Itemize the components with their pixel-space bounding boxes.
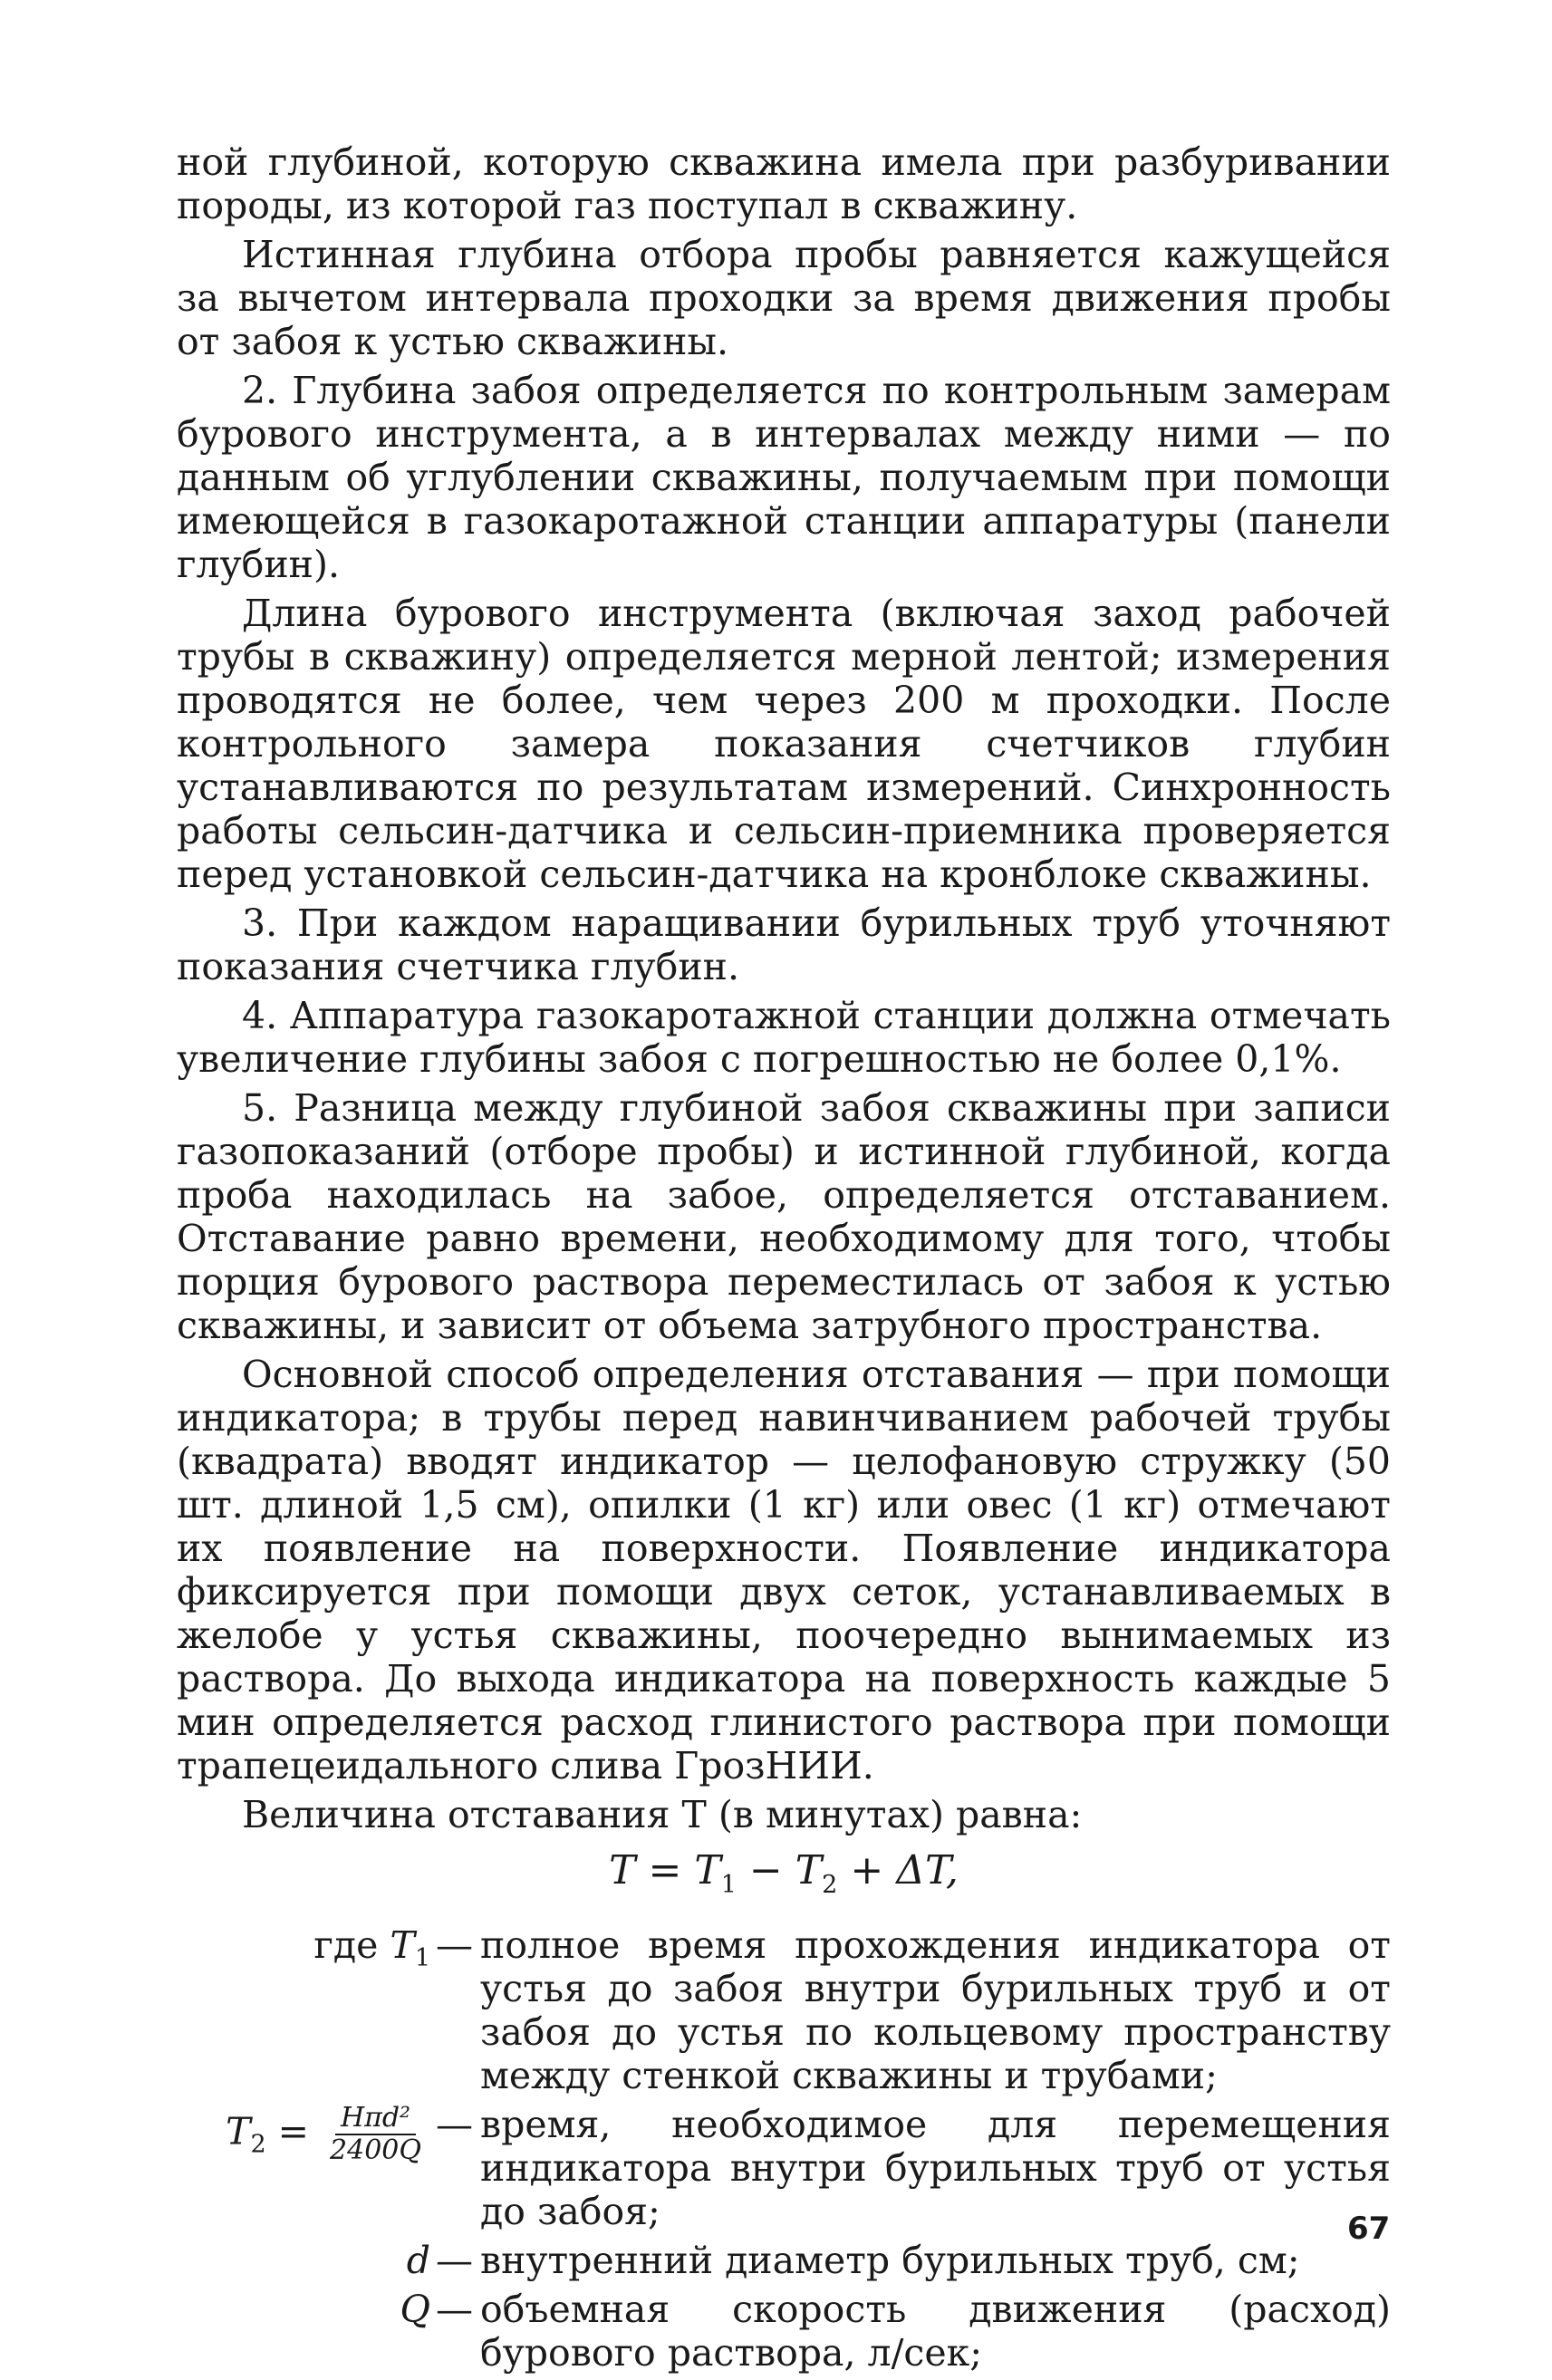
fraction-denominator: 2400Q — [330, 2134, 421, 2166]
paragraph: ной глубиной, которую скважина имела при разбуривании породы, из которой газ поступал в скважину. — [177, 140, 1391, 227]
definition-symbol: T — [226, 2109, 251, 2154]
definition-symbol: T — [390, 1922, 415, 1967]
formula-t1: T — [694, 1847, 721, 1893]
lag-formula — [177, 1845, 1391, 1911]
definition-q — [177, 2288, 1391, 2375]
paragraph: Величина отставания T (в минутах) равна: — [242, 1793, 1083, 1836]
definition-d — [177, 2239, 1391, 2282]
definition-text: внутренний диаметр бурильных труб, см; — [480, 2238, 1300, 2282]
formula-eq: = — [648, 1847, 682, 1893]
formula-plus: + — [850, 1847, 884, 1893]
formula-t1-sub: 1 — [720, 1870, 737, 1899]
definition-symbol-sub: 1 — [414, 1943, 430, 1972]
paragraph: 2. Глубина забоя определяется по контрольным замерам бурового инструмента, а в интервалах между ними — по данным об углублении скважины, получаемым при помощи имеющейся в газокаротажной станции аппаратуры (панели глубин). — [177, 369, 1391, 586]
definition-text: полное время прохождения индикатора от устья до забоя внутри бурильных труб и от забоя до устья по кольцевому пространству между стенкой скважины и трубами; — [480, 1922, 1391, 2097]
fraction — [324, 2103, 427, 2166]
definition-dash: — — [436, 2102, 473, 2146]
paragraph: Длина бурового инструмента (включая заход рабочей трубы в скважину) определяется мерной лентой; измерения проводятся не более, чем через 200 м проходки. После контрольного замера показания счетчиков глубин устанавливаются по результатам измерений. Синхронность работы сельсин-датчика и сельсин-приемника проверяется перед установкой сельсин-датчика на кронблоке скважины. — [177, 592, 1391, 896]
paragraph: 5. Разница между глубиной забоя скважины при записи газопоказаний (отборе пробы) и истинной глубиной, когда проба находилась на забое, определяется отставанием. Отставание равно времени, необходимому для того, чтобы порция бурового раствора переместилась от забоя к устью скважины, и зависит от объема затрубного пространства. — [177, 1086, 1391, 1347]
formula-t2-sub: 2 — [822, 1870, 838, 1899]
page-number: 67 — [1347, 2211, 1391, 2247]
definition-t1 — [177, 1923, 1391, 2097]
definition-symbol-sub: 2 — [250, 2130, 266, 2159]
formula-minus: − — [748, 1847, 783, 1893]
formula-delta: ΔT, — [896, 1847, 959, 1893]
formula-lhs: T — [609, 1847, 636, 1893]
paragraph: Основной способ определения отставания — при помощи индикатора; в трубы перед навинчиванием рабочей трубы (квадрата) вводят индикатор — целофановую стружку (50 шт. длиной 1,5 см), опилки (1 кг) или овес (1 кг) отмечают их появление на поверхности. Появление индикатора фиксируется при помощи двух сеток, устанавливаемых в желобе у устья скважины, поочередно вынимаемых из раствора. До выхода индикатора на поверхность каждые 5 мин определяется расход глинистого раствора при помощи трапецеидального слива ГрозНИИ. — [177, 1353, 1391, 1787]
definitions — [177, 1923, 1391, 2375]
definition-symbol: Q — [400, 2287, 430, 2331]
definition-dash: — — [436, 1922, 473, 1967]
paragraph: Истинная глубина отбора пробы равняется кажущейся за вычетом интервала проходки за время движения пробы от забоя к устью скважины. — [177, 233, 1391, 363]
definition-symbol: d — [406, 2238, 430, 2282]
paragraph: 3. При каждом наращивании бурильных труб уточняют показания счетчика глубин. — [177, 901, 1391, 988]
formula-t2: T — [795, 1847, 823, 1893]
definition-eq: = — [265, 2109, 322, 2154]
definition-dash: — — [436, 2287, 473, 2331]
paragraph: 4. Аппаратура газокаротажной станции должна отмечать увеличение глубины забоя с погрешностью не более 0,1%. — [177, 994, 1391, 1081]
fraction-numerator: Hπd² — [335, 2103, 416, 2135]
body-text — [177, 140, 1391, 2380]
definition-text: объемная скорость движения (расход) бурового раствора, л/сек; — [480, 2287, 1391, 2375]
definition-dash: — — [436, 2238, 473, 2282]
definition-text: время, необходимое для перемещения индикатора внутри бурильных труб от устья до забоя; — [480, 2102, 1391, 2233]
definition-t2 — [177, 2103, 1391, 2233]
definition-prefix: где — [313, 1922, 390, 1967]
